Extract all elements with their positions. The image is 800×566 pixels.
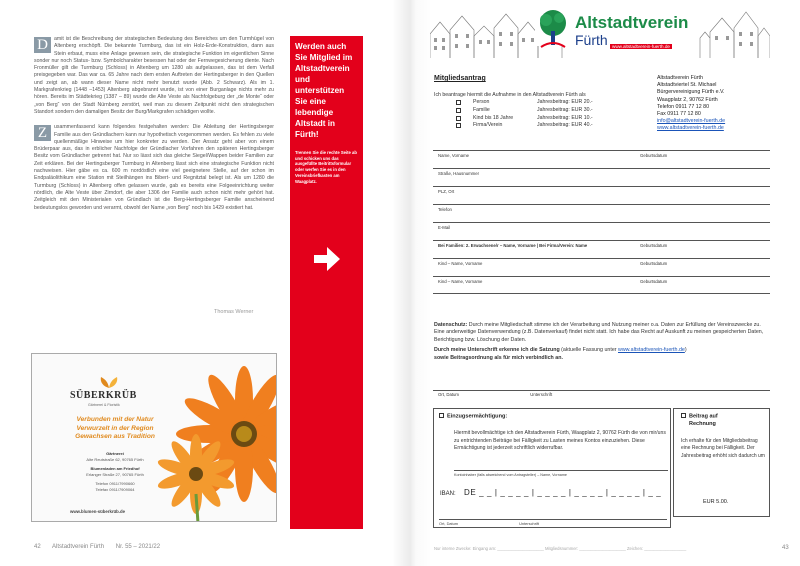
tagline-line-1: Verbunden mit der Natur bbox=[76, 416, 154, 423]
checkbox[interactable] bbox=[456, 108, 461, 113]
florist-tagline bbox=[60, 416, 170, 442]
field-label: E-Mail bbox=[438, 225, 451, 230]
field-label-birthdate: Geburtsdatum bbox=[640, 243, 668, 248]
address-fax: Fax 0911 77 12 80 bbox=[657, 111, 701, 118]
field-label: Kind – Name, Vorname bbox=[438, 261, 483, 266]
field-label: Kind – Name, Vorname bbox=[438, 279, 483, 284]
article-paragraph-2 bbox=[34, 124, 274, 212]
invoice-heading[interactable] bbox=[681, 413, 718, 428]
checkbox[interactable] bbox=[456, 100, 461, 105]
paragraph-1-text: amit ist die Beschreibung der strategischen Bedeutung des Bereiches um den Turmhügel von Altenberg erschöpft. Die bekannte Turmburg, das ist ein Holz-Erde-Konstruktion, dann aus Stein erbaut, muss eine Anlage gewesen sein, die strategische Funktion im eigentlichen Sinne sonder nur noch Status- bzw. Symbolcharakter besessen hat oder der Fernwegesicherung diente. Nach Fronmüller gilt die Turmburg (Schloss) in Altenberg um 1280 als aufgelassen, das ist dem Verfall preisgegeben war. Das war ca. 65 Jahre nach dem ersten Auftreten der Hertingsberger in den Quellen und zeigt an, ab wann dieser Name nicht mehr benutzt wurde (Abb. 2 Schwarz). Als im 1. Markgrafenkrieg (1448 –1453) Altenberg abgebrannt wurde, ist von einer Burganlage nichts mehr zu hören. Bereits im Städtekrieg (1387 – 89) wurde die Alte Veste als Nachfolgeburg der „de Monte“ oder „von Berg“ von der Stadt Nürnberg zerstört, weil man zu diesem Zeitpunkt nicht den strategischen Standort sondern den damaligen Besitz der Burg/Markgrafen schädigen wollte. bbox=[34, 36, 274, 115]
address-line: Waagplatz 2, 90762 Fürth bbox=[657, 96, 718, 103]
child-2-field[interactable] bbox=[433, 276, 770, 294]
sidebar-heading: Werden auch Sie Mitglied im Altstadtverein und unterstützen Sie eine lebendige Altstadt in Fürth! bbox=[295, 42, 353, 139]
left-footer-issue: Nr. 55 – 2021/22 bbox=[115, 544, 161, 550]
email-field[interactable] bbox=[433, 222, 770, 240]
florist-address-2: Erlanger Straße 27, 90765 Fürth bbox=[86, 472, 144, 477]
direct-debit-text: Hiermit bevollmächtige ich den Altstadtverein Fürth, Waagplatz 2, 90762 Fürth die von mir/uns zu entrichtenden Beiträge bei Fälligkeit zu Lasten meines Kontos einzuziehen. Diese Ermächtigung ist jederzeit schriftlich widerrufbar. bbox=[454, 430, 666, 452]
signature-labels bbox=[438, 392, 552, 397]
checkbox[interactable] bbox=[439, 413, 444, 418]
address-line: Altstadtverein Fürth bbox=[657, 75, 703, 81]
option-family[interactable] bbox=[456, 107, 593, 115]
membership-sidebar bbox=[290, 36, 363, 529]
tagline-line-3: Gewachsen aus Tradition bbox=[75, 433, 155, 440]
account-holder-field[interactable]: Kontoinhaber (falls abweichend vom Antragsteller) – Name, Vorname bbox=[454, 470, 668, 477]
privacy-notice bbox=[434, 322, 770, 362]
form-intro: Ich beantrage hiermit die Aufnahme in den Altstadtverein Fürth als bbox=[434, 92, 586, 98]
florist-address-1: Alte Reutstraße 62, 90765 Fürth bbox=[86, 457, 144, 462]
field-label: PLZ, Ort bbox=[438, 189, 455, 194]
right-page bbox=[400, 0, 800, 566]
field-label-birthdate: Geburtsdatum bbox=[640, 279, 668, 284]
florist-contact bbox=[75, 451, 155, 493]
checkbox[interactable] bbox=[456, 123, 461, 128]
florist-heading-2: Blumenladen am Friedhof bbox=[90, 466, 140, 471]
right-page-number: 43 bbox=[782, 545, 789, 551]
tagline-line-2: Verwurzelt in der Region bbox=[76, 424, 154, 432]
sign-signature-label: Unterschrift bbox=[530, 392, 553, 397]
direct-debit-signature-line[interactable] bbox=[439, 519, 667, 526]
address-website-link[interactable]: www.altstadtverein-fuerth.de bbox=[657, 125, 724, 132]
iban-field[interactable]: DE _ _ | _ _ _ _ | _ _ _ _ | _ _ _ _ | _ _ _ _ | _ _ bbox=[464, 488, 662, 497]
field-label: Straße, Hausnummer bbox=[438, 171, 480, 176]
address-line: Bürgervereinigung Fürth e.V. bbox=[657, 89, 725, 96]
florist-logo-icon bbox=[98, 376, 120, 389]
consent-post: ) bbox=[684, 347, 687, 354]
arrow-right-icon bbox=[312, 244, 342, 274]
address-phone: Telefon 0911 77 12 80 bbox=[657, 103, 710, 110]
signature-line[interactable] bbox=[433, 390, 770, 391]
florist-subtitle: Gärtnerei & Floristik bbox=[88, 403, 120, 407]
option-company[interactable] bbox=[456, 122, 593, 130]
brand-city: Fürth bbox=[575, 32, 608, 48]
option-label: Person bbox=[473, 99, 490, 105]
invoice-option-box bbox=[673, 408, 770, 517]
florist-heading-1: Gärtnerei bbox=[106, 451, 124, 456]
sign-date-label: Ort, Datum bbox=[438, 392, 460, 397]
member-fields bbox=[433, 150, 770, 294]
association-address bbox=[657, 75, 725, 133]
invoice-label-1: Beitrag auf bbox=[689, 413, 718, 420]
privacy-text: Durch meine Mitgliedschaft stimme ich der Verarbeitung und Nutzung meiner o.a. Daten zur Erfüllung der Vereinszwecke zu. Eine anderweitige Datenverwendung (z.B. Datenverkauf) findet nicht statt. Ich habe das Recht auf Auskunft zu meinen gespeicherten Daten, Berichtigung bzw. Löschung der Daten. bbox=[434, 322, 764, 343]
form-title: Mitgliedsantrag bbox=[434, 75, 486, 82]
phone-field[interactable] bbox=[433, 204, 770, 222]
consent-text: Durch meine Unterschrift erkenne ich die Satzung bbox=[434, 347, 560, 354]
field-label-birthdate: Geburtsdatum bbox=[640, 261, 668, 266]
invoice-label-2: Rechnung bbox=[689, 420, 716, 427]
option-label: Familie bbox=[473, 106, 490, 113]
option-person[interactable] bbox=[456, 99, 593, 107]
option-child[interactable] bbox=[456, 115, 593, 123]
drop-cap-z: Z bbox=[34, 125, 51, 141]
brand-title: Altstadtverein bbox=[575, 13, 689, 32]
privacy-label: Datenschutz: bbox=[434, 322, 468, 328]
history-article bbox=[34, 36, 274, 220]
field-label: Bei Familien: 2. Erwachsene/r – Name, Vorname | Bei Firma/Verein: Name bbox=[438, 243, 588, 248]
zip-city-field[interactable] bbox=[433, 186, 770, 204]
direct-debit-box bbox=[433, 408, 671, 528]
invoice-text: Ich erhalte für den Mitgliedsbeitrag eine Rechnung bei Fälligkeit. Der Jahresbeitrag erhöht sich dadurch um bbox=[681, 438, 765, 459]
left-footer bbox=[34, 544, 170, 550]
left-page-number: 42 bbox=[34, 544, 41, 550]
option-label: Kind bis 18 Jahre bbox=[473, 114, 514, 121]
address-line: Altstadtviertel St. Michael bbox=[657, 82, 717, 89]
consent-line-2: sowie Beitragsordnung als für mich verbindlich an. bbox=[434, 354, 563, 361]
consent-mid: (aktuelle Fassung unter bbox=[561, 347, 618, 354]
sidebar-text: Trennen Sie die rechte Seite ab und schicken uns das ausgefüllte Beitrittsformular oder werfen Sie es in den Vereinsbriefkasten am Waagplatz. bbox=[295, 150, 357, 184]
florist-advertisement bbox=[31, 353, 277, 522]
option-label: Firma/Verein bbox=[473, 122, 503, 129]
florist-fax: Telefax 0911/7909064 bbox=[95, 487, 135, 492]
street-field[interactable] bbox=[433, 168, 770, 186]
florist-phone: Telefon 0911/7990660 bbox=[95, 481, 135, 486]
sepa-signature-label: Unterschrift bbox=[519, 521, 540, 526]
florist-logo-text: SÜBERKRÜB bbox=[70, 390, 137, 401]
article-author: Thomas Werner bbox=[214, 309, 254, 315]
iban-label: IBAN: bbox=[440, 491, 456, 497]
checkbox[interactable] bbox=[456, 116, 461, 121]
sepa-date-label: Ort, Datum bbox=[439, 521, 459, 526]
paragraph-2-text: usammenfassend kann folgendes festgehalten werden: Die Ableitung der Hertingsberger Familie aus den Gründlachern kann nur hypothetisch vorgenommen werden. Es fehlen zu viele quellenmäßige Hinweise um hier konkreter zu werden. Der Ansatz geht aber von einem Brüderpaar aus, das in erblicher Nachfolge der Gründlacher Vorfahren den späteren Hertingsberger Besitz vom Gründlacher getrennt hat. Nur so lässt sich das gleiche Siegel/Wappen beider Familien zur Zeit erklären. Bei der Hertingsberger Turmburg in Altenberg lässt sich eine strategische Funktion nicht nachweisen. Hier gäbe es ca. 600 m nordöstlich eine viel geeignetere Stelle, auf der schon im Endpaläolithikum eine Station mit Steilhängen ins Bibert- und Regnitztal belegt ist. Als um 1280 die Turmburg (Schloss) in Altenberg offen gelassen wurde, gab es bereits eine Folgeeinrichtung weiter nördlich, die Alte Veste über Zirndorf, die aber 1306 der Familie auch schon nicht mehr gehört hat. Zeitgleich mit den Ministerialen von Gründlach ist die Berg-Hertingsberger Familie anscheinend bedeutungslos geworden und verarmt, obwohl der Name „von Berg“ noch bis 1429 existiert hat. bbox=[34, 124, 274, 211]
drop-cap-d: D bbox=[34, 37, 51, 53]
address-email-link[interactable]: info@altstadtverein-fuerth.de bbox=[657, 118, 726, 125]
field-label: Telefon bbox=[438, 207, 452, 212]
field-label: Name, Vorname bbox=[438, 153, 470, 158]
field-label-birthdate: Geburtsdatum bbox=[640, 153, 668, 158]
direct-debit-heading[interactable] bbox=[439, 413, 507, 420]
tree-logo-icon bbox=[535, 9, 571, 49]
option-fee: Jahresbeitrag: EUR 20.- bbox=[537, 99, 593, 105]
second-adult-field[interactable] bbox=[433, 240, 770, 258]
article-paragraph-1 bbox=[34, 36, 274, 116]
direct-debit-label: Einzugsermächtigung: bbox=[447, 413, 508, 420]
option-fee: Jahresbeitrag: EUR 30.- bbox=[537, 106, 593, 113]
florist-website: www.blumen-süberkrüb.de bbox=[70, 509, 125, 514]
child-1-field[interactable] bbox=[433, 258, 770, 276]
name-field[interactable] bbox=[433, 150, 770, 168]
checkbox[interactable] bbox=[681, 413, 686, 418]
internal-use-footer: Nur interne Zwecke: Eingang am: ____________________ Mitgliedsnummer: ____________________ Zeichen: __________________ bbox=[434, 546, 687, 551]
brand-website[interactable]: www.altstadtverein-fuerth.de bbox=[612, 44, 670, 49]
statute-link[interactable]: www.altstadtverein-fuerth.de bbox=[618, 347, 685, 354]
option-fee: Jahresbeitrag: EUR 40.- bbox=[537, 122, 593, 129]
membership-options bbox=[456, 99, 593, 130]
left-footer-name: Altstadtverein Fürth bbox=[52, 544, 105, 550]
option-fee: Jahresbeitrag: EUR 10.- bbox=[537, 114, 593, 121]
invoice-amount: EUR 5.00. bbox=[703, 499, 729, 505]
